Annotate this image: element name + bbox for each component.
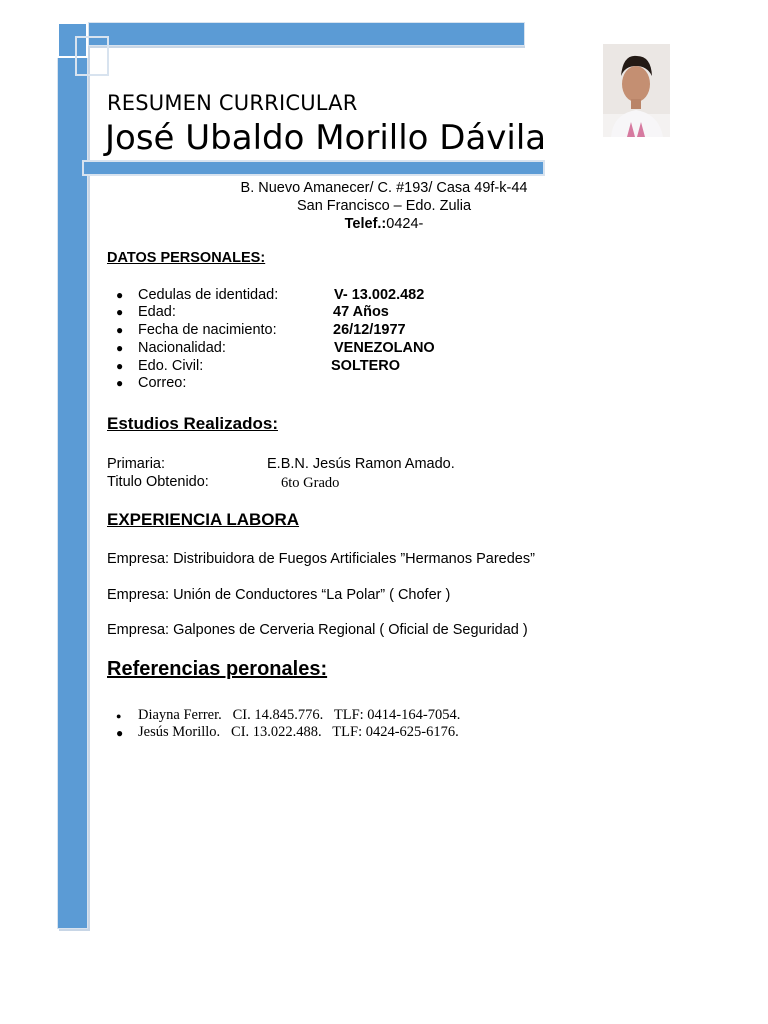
bullet-icon: ● <box>116 359 124 373</box>
personal-label: Cedulas de identidad: <box>138 287 279 303</box>
personal-value: 47 Años <box>333 304 389 320</box>
references-heading: Referencias peronales: <box>107 658 328 680</box>
personal-label: Nacionalidad: <box>138 340 226 356</box>
personal-value: VENEZOLANO <box>334 340 435 356</box>
primary-value: E.B.N. Jesús Ramon Amado. <box>267 456 455 472</box>
title-underline-bar <box>82 160 545 176</box>
personal-label: Fecha de nacimiento: <box>138 322 277 338</box>
corner-outline <box>75 36 109 76</box>
personal-value: SOLTERO <box>331 358 401 374</box>
personal-value: V- 13.002.482 <box>334 287 425 303</box>
address-line-1: B. Nuevo Amanecer/ C. #193/ Casa 49f-k-44 <box>240 180 528 196</box>
personal-data-heading: DATOS PERSONALES: <box>107 250 266 266</box>
bullet-icon: ● <box>116 726 124 740</box>
studies-heading: Estudios Realizados: <box>107 414 278 433</box>
profile-photo <box>603 44 670 137</box>
experience-item: Empresa: Distribuidora de Fuegos Artificiales ”Hermanos Paredes” <box>107 551 535 567</box>
bullet-icon: ● <box>116 323 124 337</box>
personal-label: Edo. Civil: <box>138 358 204 374</box>
phone-value: 0424- <box>386 216 424 232</box>
person-name: José Ubaldo Morillo Dávila <box>105 118 547 158</box>
top-accent-bar <box>88 22 525 46</box>
personal-label: Correo: <box>138 375 187 391</box>
document-kicker: RESUMEN CURRICULAR <box>107 91 358 115</box>
address-line-2: San Francisco – Edo. Zulia <box>296 198 472 214</box>
bullet-icon: ● <box>116 711 122 721</box>
personal-label: Edad: <box>138 304 176 320</box>
degree-label: Titulo Obtenido: <box>107 474 209 490</box>
primary-label: Primaria: <box>107 456 166 472</box>
bullet-icon: ● <box>116 341 124 355</box>
bullet-icon: ● <box>116 288 124 302</box>
reference-item: Jesús Morillo. CI. 13.022.488. TLF: 0424-625-6176. <box>138 724 459 740</box>
experience-item: Empresa: Unión de Conductores “La Polar” ( Chofer ) <box>107 587 451 603</box>
experience-item: Empresa: Galpones de Cerveria Regional ( Oficial de Seguridad ) <box>107 622 528 638</box>
bullet-icon: ● <box>116 305 124 319</box>
experience-heading: EXPERIENCIA LABORA <box>107 510 300 529</box>
left-accent-bar <box>57 22 88 929</box>
bullet-icon: ● <box>116 376 124 390</box>
phone-label: Telef.: <box>344 216 387 232</box>
phone-line <box>200 215 568 234</box>
reference-item: Diayna Ferrer. CI. 14.845.776. TLF: 0414-164-7054. <box>138 707 461 723</box>
degree-value: 6to Grado <box>281 475 340 491</box>
personal-value: 26/12/1977 <box>333 322 406 338</box>
person-photo-icon <box>603 44 670 137</box>
